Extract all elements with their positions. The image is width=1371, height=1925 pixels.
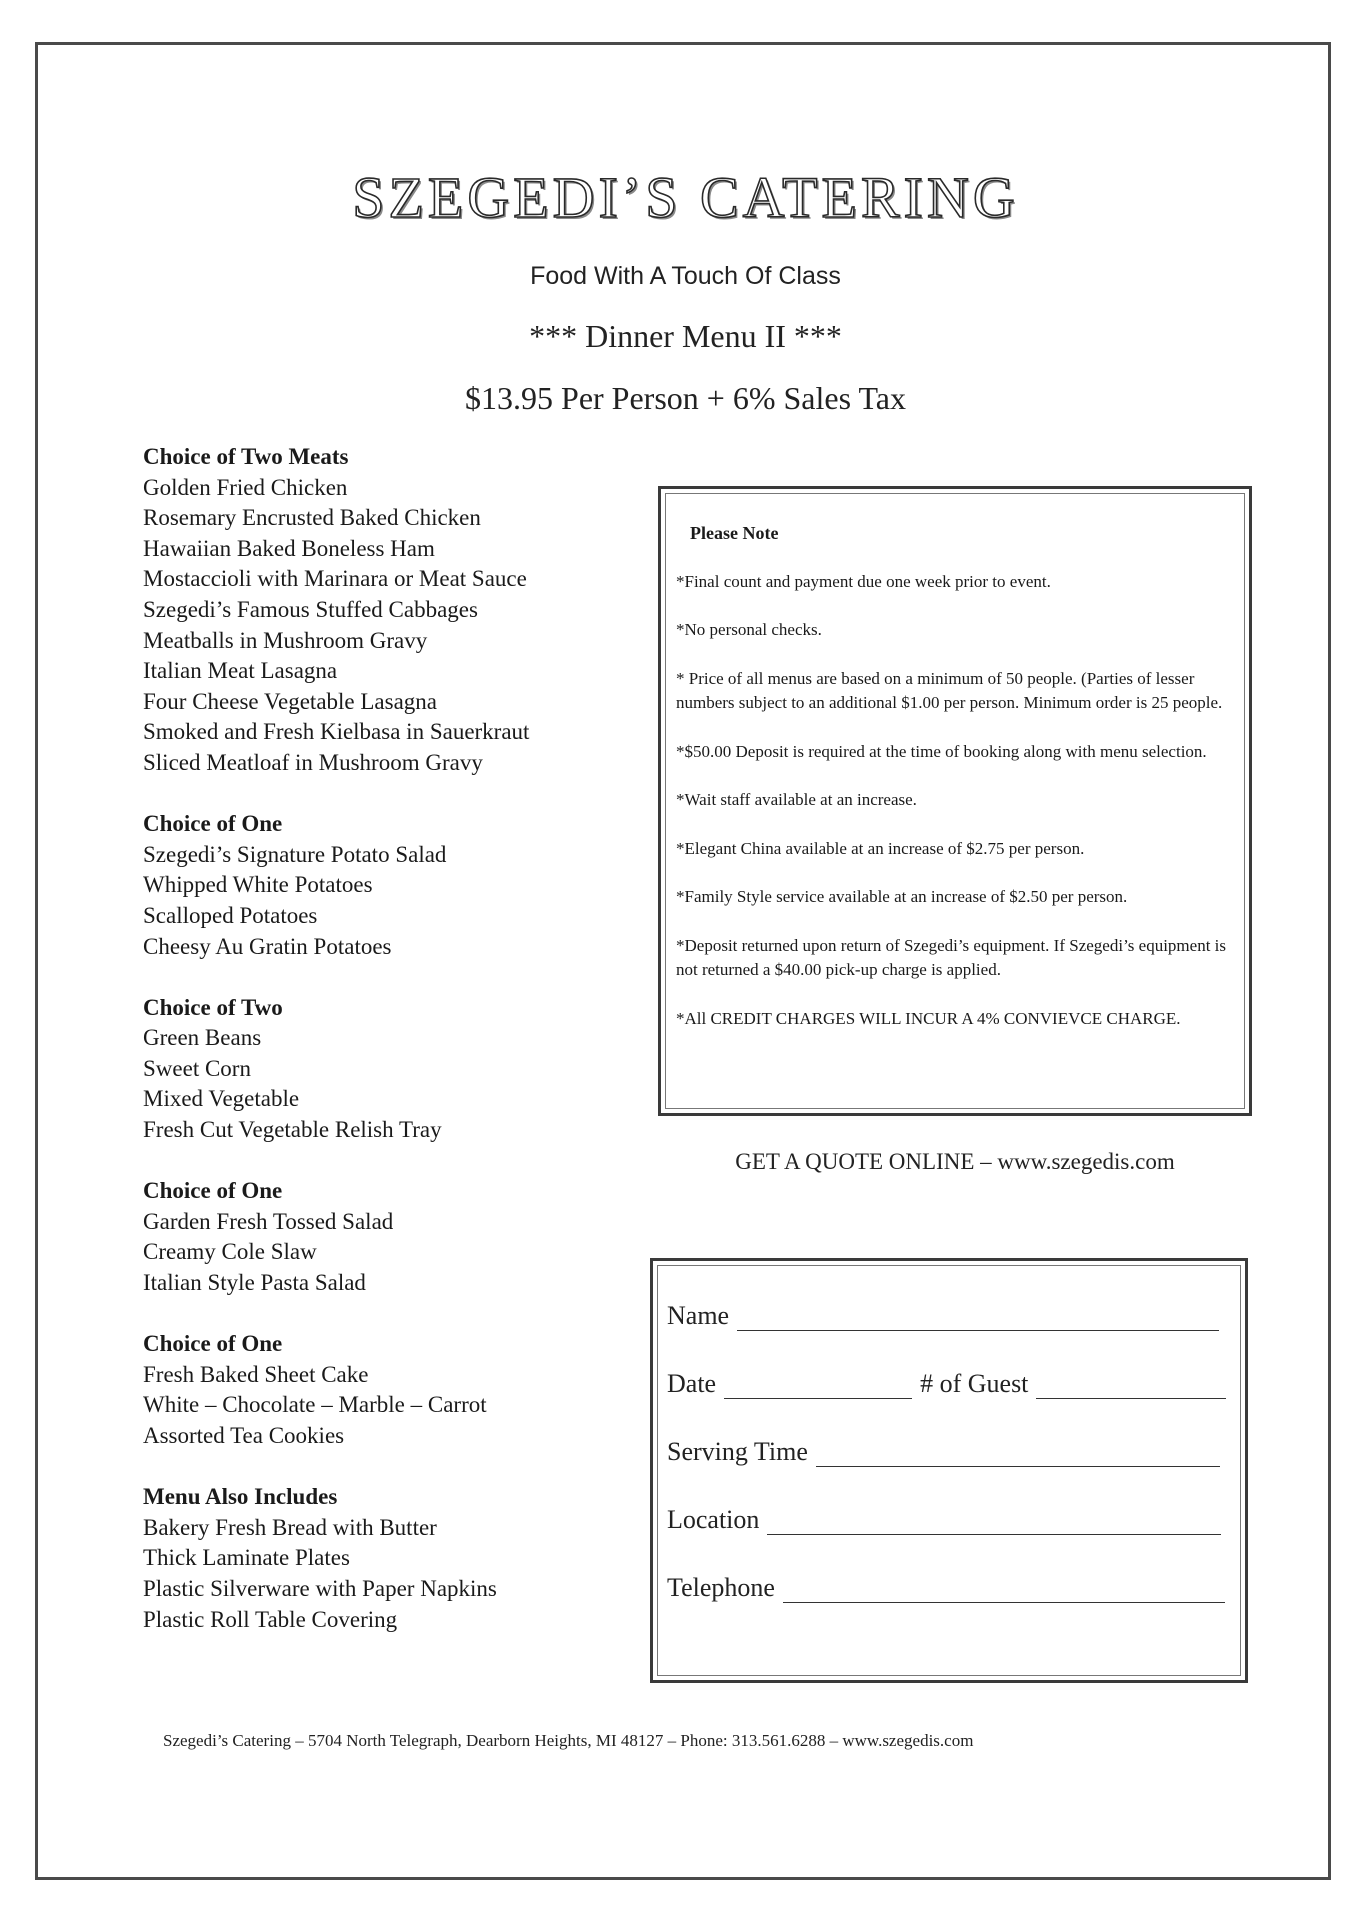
guests-field[interactable] (1036, 1373, 1226, 1399)
company-title: SZEGEDI’S CATERING (352, 165, 1019, 230)
date-label: Date (667, 1369, 717, 1398)
serving-time-label: Serving Time (667, 1437, 808, 1466)
date-guest-row (667, 1369, 1226, 1399)
menu-item: Sweet Corn (143, 1055, 251, 1081)
section-title: Choice of One (143, 811, 283, 837)
date-field[interactable] (724, 1373, 912, 1399)
note-heading: Please Note (690, 523, 779, 543)
menu-item: Sliced Meatloaf in Mushroom Gravy (143, 749, 483, 775)
name-label: Name (667, 1301, 730, 1330)
telephone-row (667, 1573, 1225, 1603)
location-row (667, 1505, 1221, 1535)
name-row (667, 1301, 1219, 1331)
note-item: *Family Style service available at an increase of $2.50 per person. (676, 887, 1128, 906)
name-field[interactable] (737, 1305, 1219, 1331)
menu-item: Assorted Tea Cookies (143, 1423, 345, 1448)
menu-item: Whipped White Potatoes (143, 872, 373, 898)
note-item: * Price of all menus are based on a minimum of 50 people. (Parties of lesser numbers subject to an additional $1.00 per person. Minimum order is 25 people. (676, 668, 1223, 712)
note-item: *Deposit returned upon return of Szegedi’s equipment. If Szegedi’s equipment is not returned a $40.00 pick-up charge is applied. (676, 935, 1227, 979)
price-per-person: $13.95 Per Person + 6% Sales Tax (465, 380, 906, 416)
section-title: Choice of Two (143, 994, 283, 1020)
location-label: Location (667, 1505, 760, 1534)
menu-section-desserts (143, 1329, 663, 1451)
menu-item: Green Beans (143, 1025, 262, 1051)
menu-item: Bakery Fresh Bread with Butter (143, 1514, 437, 1540)
note-item: *All CREDIT CHARGES WILL INCUR A 4% CONVIEVCE CHARGE. (676, 1008, 1181, 1028)
section-title: Menu Also Includes (143, 1484, 338, 1510)
menu-item: Four Cheese Vegetable Lasagna (143, 688, 438, 714)
order-form (650, 1258, 1248, 1683)
menu-item: Plastic Silverware with Paper Napkins (143, 1575, 497, 1601)
telephone-field[interactable] (783, 1577, 1225, 1603)
menu-section-includes (143, 1482, 663, 1635)
menu-item: Plastic Roll Table Covering (143, 1606, 398, 1632)
telephone-label: Telephone (667, 1573, 775, 1602)
note-item: *Elegant China available at an increase of $2.75 per person. (676, 838, 1085, 858)
menu-item: Scalloped Potatoes (143, 902, 318, 928)
footer-contact: Szegedi’s Catering – 5704 North Telegraph, Dearborn Heights, MI 48127 – Phone: 313.561.6288 – www.szegedis.com (163, 1731, 974, 1750)
menu-item: Garden Fresh Tossed Salad (143, 1208, 394, 1234)
serving-time-row (667, 1437, 1220, 1467)
note-item: *Wait staff available at an increase. (676, 790, 917, 809)
menu-item: Thick Laminate Plates (143, 1545, 350, 1571)
menu-item: Mixed Vegetable (143, 1086, 300, 1112)
note-item: *No personal checks. (676, 620, 822, 639)
menu-item: White – Chocolate – Marble – Carrot (143, 1392, 487, 1418)
serving-time-field[interactable] (816, 1441, 1220, 1467)
menu-section-meats (143, 442, 663, 779)
section-title: Choice of One (143, 1178, 283, 1204)
menu-item: Szegedi’s Famous Stuffed Cabbages (143, 596, 478, 622)
section-title: Choice of Two Meats (143, 444, 349, 469)
menu-item: Szegedi’s Signature Potato Salad (143, 841, 447, 867)
menu-section-potatoes (143, 809, 663, 962)
quote-online-link[interactable]: GET A QUOTE ONLINE – www.szegedis.com (735, 1149, 1175, 1174)
menu-item: Golden Fried Chicken (143, 474, 348, 500)
menu-item: Fresh Baked Sheet Cake (143, 1361, 369, 1387)
tagline: Food With A Touch Of Class (530, 262, 841, 290)
menu-section-vegetables (143, 993, 663, 1146)
menu-name: *** Dinner Menu II *** (529, 318, 842, 354)
menu-item: Rosemary Encrusted Baked Chicken (143, 505, 481, 531)
section-title: Choice of One (143, 1331, 283, 1357)
note-item: *Final count and payment due one week prior to event. (676, 571, 1051, 591)
menu-item: Italian Meat Lasagna (143, 658, 338, 684)
menu-item: Cheesy Au Gratin Potatoes (143, 933, 392, 959)
menu-section-salads (143, 1176, 663, 1298)
menu-item: Hawaiian Baked Boneless Ham (143, 535, 435, 561)
please-note-box (658, 486, 1252, 1116)
guests-label: # of Guest (920, 1369, 1029, 1398)
menu-item: Fresh Cut Vegetable Relish Tray (143, 1117, 442, 1143)
note-item: *$50.00 Deposit is required at the time of booking along with menu selection. (676, 741, 1207, 761)
menu-item: Smoked and Fresh Kielbasa in Sauerkraut (143, 719, 530, 745)
menu-item: Italian Style Pasta Salad (143, 1270, 366, 1296)
menu-column (143, 442, 663, 1666)
menu-item: Meatballs in Mushroom Gravy (143, 627, 428, 653)
menu-item: Creamy Cole Slaw (143, 1239, 317, 1265)
location-field[interactable] (767, 1509, 1221, 1535)
menu-item: Mostaccioli with Marinara or Meat Sauce (143, 566, 527, 592)
